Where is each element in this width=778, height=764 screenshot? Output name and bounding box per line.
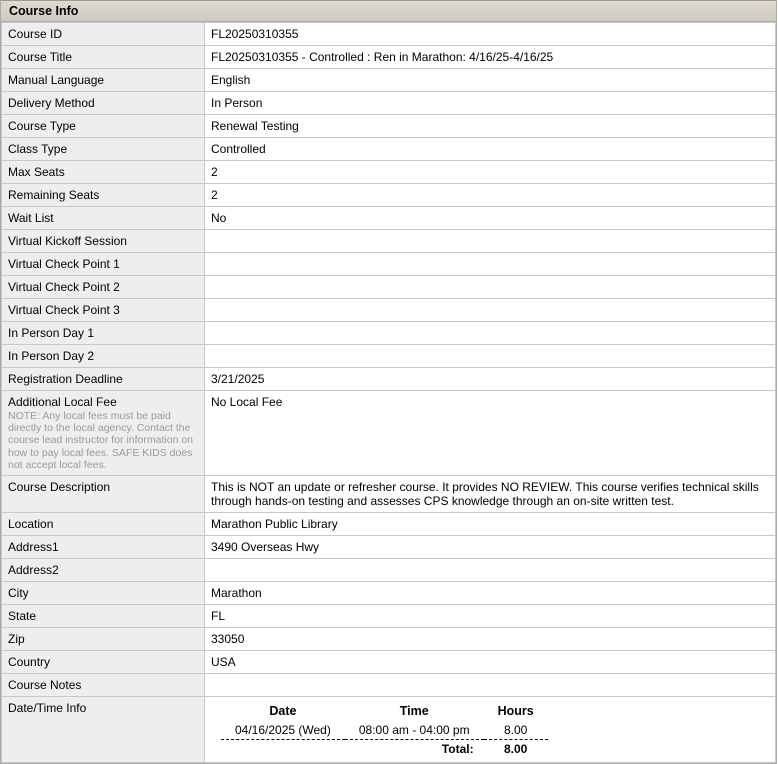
table-row (2, 69, 776, 92)
datetime-table (221, 703, 548, 758)
row-value (205, 674, 776, 697)
row-label: City (2, 582, 205, 605)
row-label: Country (2, 651, 205, 674)
table-row-course-description (2, 476, 776, 513)
datetime-header-time: Time (399, 704, 429, 719)
row-label: In Person Day 2 (2, 345, 205, 368)
row-label: Manual Language (2, 69, 205, 92)
fee-note: NOTE: Any local fees must be paid directly to the local agency. Contact the course lead instructor for information on how to pay local fees. SAFE KIDS does not accept local fees. (8, 410, 194, 471)
table-row (2, 651, 776, 674)
row-label: Course Title (2, 46, 205, 69)
row-value: This is NOT an update or refresher course. It provides NO REVIEW. This course verifies technical skills through hands-on testing and assesses CPS knowledge through an on-site written test. (205, 476, 776, 513)
row-label (2, 391, 205, 476)
row-value: 2 (205, 184, 776, 207)
row-value: 33050 (205, 628, 776, 651)
row-value: Marathon (205, 582, 776, 605)
table-row (2, 138, 776, 161)
table-row (2, 276, 776, 299)
fee-label: Additional Local Fee (8, 395, 117, 409)
table-row (2, 299, 776, 322)
row-value (205, 276, 776, 299)
row-value (205, 697, 776, 763)
datetime-total-row (221, 740, 548, 759)
row-value: 2 (205, 161, 776, 184)
table-row (2, 559, 776, 582)
row-label: In Person Day 1 (2, 322, 205, 345)
row-label: Address1 (2, 536, 205, 559)
table-row (2, 605, 776, 628)
row-label: Max Seats (2, 161, 205, 184)
row-value (205, 559, 776, 582)
table-row (2, 46, 776, 69)
table-row (2, 345, 776, 368)
datetime-header-date: Date (269, 704, 297, 719)
row-value: No Local Fee (205, 391, 776, 476)
row-value: FL (205, 605, 776, 628)
table-row (2, 115, 776, 138)
row-label: Virtual Kickoff Session (2, 230, 205, 253)
datetime-total-label: Total: (441, 742, 474, 757)
row-value (205, 299, 776, 322)
row-label: Course Notes (2, 674, 205, 697)
row-label: Date/Time Info (2, 697, 205, 763)
row-value: 3490 Overseas Hwy (205, 536, 776, 559)
datetime-header-hours: Hours (497, 704, 534, 719)
table-row-datetime-info (2, 697, 776, 763)
datetime-cell-hours: 8.00 (484, 721, 548, 740)
row-label: State (2, 605, 205, 628)
course-info-table (1, 22, 776, 763)
row-value (205, 322, 776, 345)
row-value: USA (205, 651, 776, 674)
row-label: Course ID (2, 23, 205, 46)
table-row (2, 23, 776, 46)
row-label: Delivery Method (2, 92, 205, 115)
row-value: FL20250310355 (205, 23, 776, 46)
panel-title: Course Info (1, 1, 776, 22)
row-value: FL20250310355 - Controlled : Ren in Marathon: 4/16/25-4/16/25 (205, 46, 776, 69)
row-value: Marathon Public Library (205, 513, 776, 536)
row-label: Course Description (2, 476, 205, 513)
table-row (2, 253, 776, 276)
table-row (2, 368, 776, 391)
datetime-cell-time: 08:00 am - 04:00 pm (345, 721, 484, 740)
table-row (2, 674, 776, 697)
row-value: English (205, 69, 776, 92)
table-row (2, 184, 776, 207)
row-label: Virtual Check Point 1 (2, 253, 205, 276)
table-row (2, 161, 776, 184)
table-row (2, 513, 776, 536)
row-label: Zip (2, 628, 205, 651)
row-label: Virtual Check Point 2 (2, 276, 205, 299)
row-value (205, 253, 776, 276)
datetime-total-value: 8.00 (503, 742, 528, 757)
row-label: Wait List (2, 207, 205, 230)
table-row (2, 92, 776, 115)
row-value (205, 345, 776, 368)
row-label: Address2 (2, 559, 205, 582)
table-row-additional-local-fee (2, 391, 776, 476)
datetime-cell-date: 04/16/2025 (Wed) (221, 721, 345, 740)
row-label: Remaining Seats (2, 184, 205, 207)
row-value: Renewal Testing (205, 115, 776, 138)
table-row (2, 207, 776, 230)
table-row (2, 628, 776, 651)
row-value (205, 230, 776, 253)
table-row (2, 230, 776, 253)
table-row (2, 582, 776, 605)
row-label: Registration Deadline (2, 368, 205, 391)
row-value: In Person (205, 92, 776, 115)
table-row (2, 536, 776, 559)
row-value: Controlled (205, 138, 776, 161)
row-label: Course Type (2, 115, 205, 138)
row-label: Virtual Check Point 3 (2, 299, 205, 322)
row-value: No (205, 207, 776, 230)
datetime-total-spacer (221, 740, 345, 759)
row-value: 3/21/2025 (205, 368, 776, 391)
datetime-header-row (221, 703, 548, 721)
row-label: Class Type (2, 138, 205, 161)
datetime-row (221, 721, 548, 740)
table-row (2, 322, 776, 345)
row-label: Location (2, 513, 205, 536)
